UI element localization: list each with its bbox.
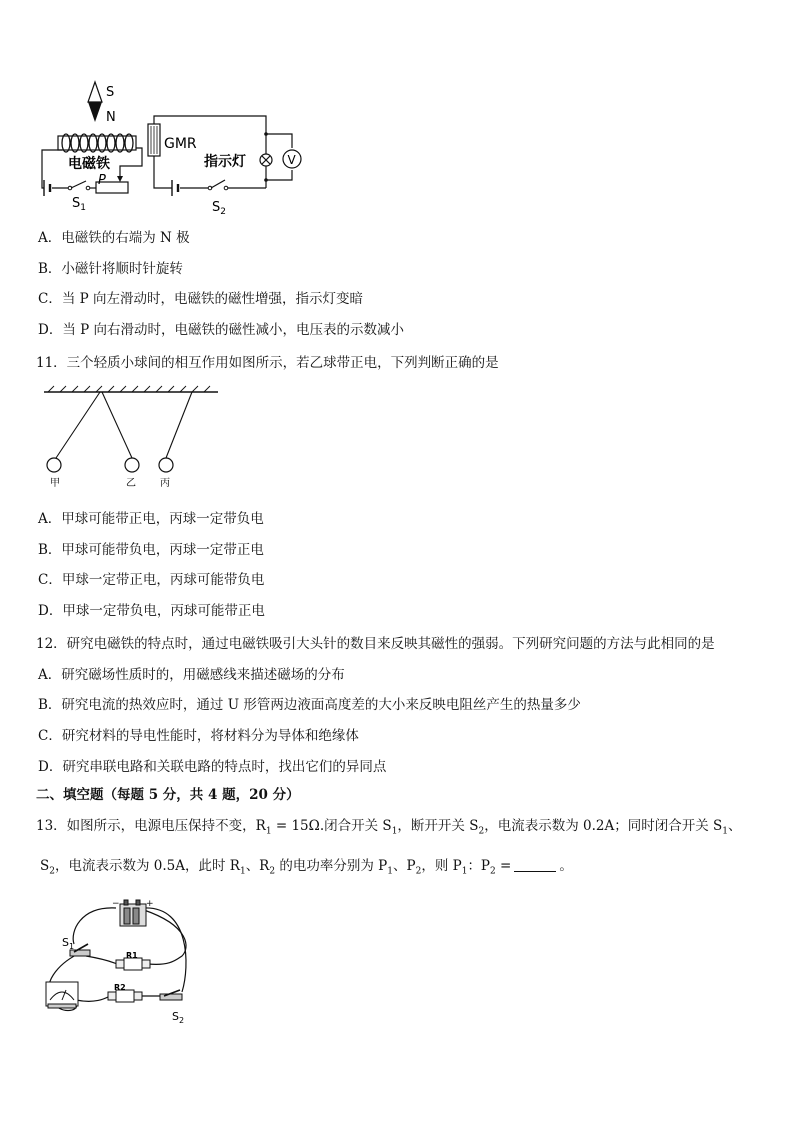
- voltmeter-label: V: [287, 153, 296, 167]
- q12-option-d: D．研究串联电路和关联电路的特点时，找出它们的异同点: [38, 759, 387, 775]
- q13-line-2: $S_2$，电流表示数为 0.5A，此时 $R_1$、$R_2$ 的电功率分别为 $P_1$、$P_2$，则 $P_1$：$P_2$ = 。: [40, 858, 573, 877]
- compass-s-label: S: [106, 85, 115, 100]
- battery-minus: −: [112, 899, 120, 909]
- section-2-heading: 二、填空题（每题 5 分，共 4 题，20 分）: [36, 787, 300, 803]
- slider-p-label: P: [98, 173, 106, 188]
- resistor-r1-label: R1: [126, 951, 138, 960]
- battery-1: [44, 180, 50, 196]
- q12-option-b: B．研究电流的热效应时，通过 U 形管两边液面高度差的大小来反映电阻丝产生的热量多少: [38, 697, 581, 713]
- q12-option-c: C．研究材料的导电性能时，将材料分为导体和绝缘体: [38, 728, 359, 744]
- ceiling-hatching: [48, 386, 210, 392]
- label-jia: 甲: [50, 478, 60, 489]
- gmr-label: GMR: [164, 136, 197, 152]
- answer-blank[interactable]: [514, 857, 556, 872]
- label-bing: 丙: [160, 478, 170, 489]
- electromagnet-label: 电磁铁: [68, 156, 110, 172]
- label-yi: 乙: [126, 478, 136, 489]
- ball-bing: [159, 458, 173, 472]
- indicator-lamp-icon: [260, 154, 272, 166]
- q12-stem: 12．研究电磁铁的特点时，通过电磁铁吸引大头针的数目来反映其磁性的强弱。下列研究问题的方法与此相同的是: [36, 636, 715, 652]
- q11-stem: 11．三个轻质小球间的相互作用如图所示，若乙球带正电，下列判断正确的是: [36, 355, 499, 371]
- right-circuit-wires: [154, 116, 292, 188]
- battery-2: [172, 180, 178, 196]
- switch-s1-label: $S_1$: [62, 936, 75, 951]
- switch-s1: [68, 181, 90, 190]
- q11-option-d: D．甲球一定带负电，丙球可能带正电: [38, 603, 265, 619]
- electromagnet-gmr-circuit-figure: [30, 76, 310, 220]
- hanging-balls-figure: [40, 384, 220, 492]
- q13-line-1: 13．如图所示，电源电压保持不变，$R_1 = 15\Omega$.闭合开关 $S_1$，断开开关 $S_2$，电流表示数为 0.2A；同时闭合开关 $S_1$、: [36, 818, 742, 837]
- physical-circuit-figure: [40, 896, 200, 1026]
- compass-needle-north-half: [88, 82, 102, 102]
- junction-dot: [264, 132, 268, 136]
- compass-needle-south-half: [88, 102, 102, 122]
- switch-s2: [160, 990, 182, 1000]
- q11-option-b: B．甲球可能带负电，丙球一定带正电: [38, 542, 264, 558]
- ball-yi: [125, 458, 139, 472]
- switch-s2-label: $S_2$: [172, 1010, 185, 1025]
- ball-jia: [47, 458, 61, 472]
- q10-option-c: C．当 P 向左滑动时，电磁铁的磁性增强，指示灯变暗: [38, 291, 363, 307]
- switch-s1-label: $S_1$: [72, 196, 86, 213]
- q11-option-a: A．甲球可能带正电，丙球一定带负电: [38, 511, 264, 527]
- q10-option-d: D．当 P 向右滑动时，电磁铁的磁性减小，电压表的示数减小: [38, 322, 404, 338]
- switch-s2-label: $S_2$: [212, 200, 226, 217]
- q12-option-a: A．研究磁场性质时的，用磁感线来描述磁场的分布: [38, 667, 345, 683]
- battery-plus: +: [146, 899, 154, 909]
- q10-option-b: B．小磁针将顺时针旋转: [38, 261, 183, 277]
- switch-s2: [208, 180, 228, 190]
- q10-option-a: A．电磁铁的右端为 N 极: [38, 230, 190, 246]
- resistor-r2-label: R2: [114, 983, 126, 992]
- junction-dot: [264, 178, 268, 182]
- compass-n-label: N: [106, 110, 116, 125]
- strings: [56, 392, 192, 458]
- ammeter: [46, 982, 78, 1008]
- rheostat-slider-arrow: [117, 176, 123, 182]
- q11-option-c: C．甲球一定带正电，丙球可能带负电: [38, 572, 265, 588]
- battery-pack: [112, 899, 154, 926]
- indicator-label: 指示灯: [204, 154, 246, 170]
